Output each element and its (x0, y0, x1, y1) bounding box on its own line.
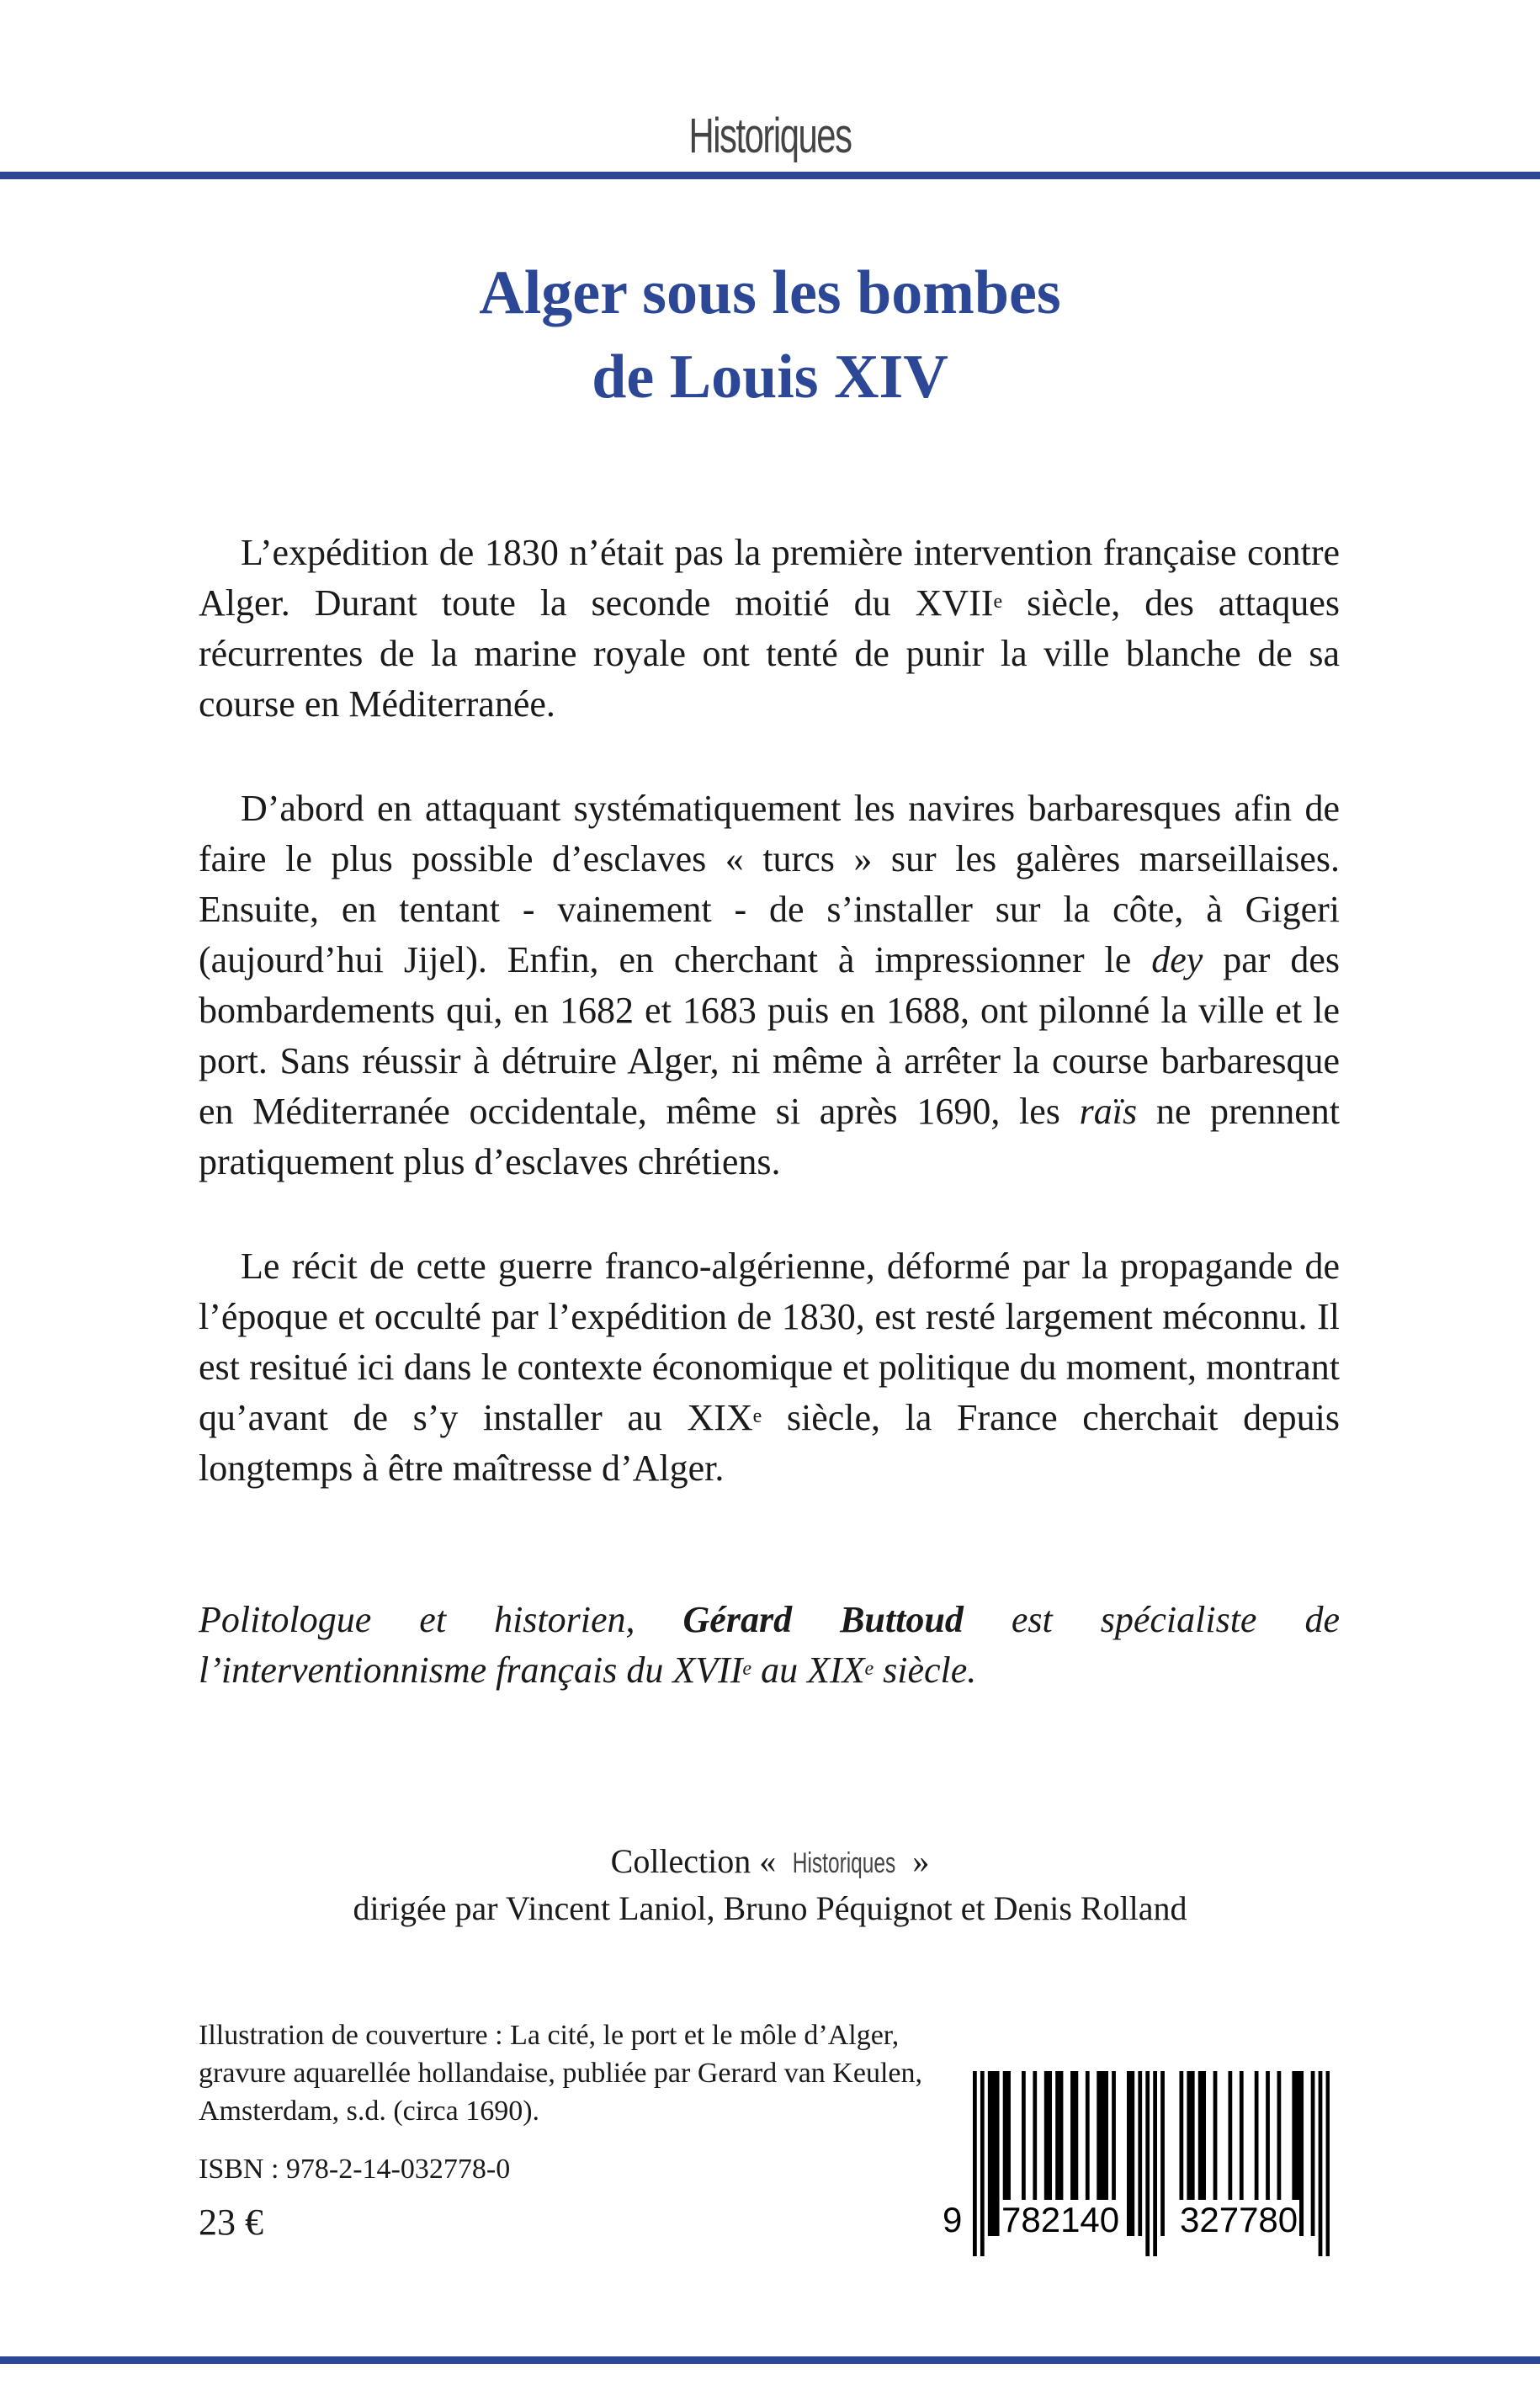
barcode-group-1: 782140 (1001, 2200, 1120, 2239)
title-line-1: Alger sous les bombes (479, 258, 1061, 327)
isbn: ISBN : 978-2-14-032778-0 (199, 2154, 511, 2185)
author-name: Gérard Buttoud (682, 1599, 964, 1640)
back-cover-summary (199, 528, 1340, 1494)
cover-illustration-credit: Illustration de couverture : La cité, le port et le môle d’Alger, gravure aquarellée hollandaise, publiée par Gerard van Keulen, Amsterdam, s.d. (circa 1690). (199, 2020, 922, 2127)
summary-paragraph-3: Le récit de cette guerre franco-algérienne, déformé par la propagande de l’époque et occulté par l’expédition de 1830, est resté largement méconnu. Il est resitué ici dans le contexte économique et politique du moment, montrant qu’avant de s’y installer au XIXe siècle, la France cherchait depuis longtemps à être maîtresse d’Alger. (199, 1246, 1340, 1489)
collection-info (0, 1839, 1540, 1931)
barcode-digits (941, 2200, 1336, 2242)
collection-directors: dirigée par Vincent Laniol, Bruno Péquignot et Denis Rolland (353, 1889, 1187, 1927)
summary-paragraph-1: L’expédition de 1830 n’était pas la première intervention française contre Alger. Durant toute la seconde moitié du XVIIe siècle, des attaques récurrentes de la marine royale ont tenté de punir la ville blanche de sa course en Méditerranée. (199, 532, 1340, 725)
bottom-rule (0, 2356, 1540, 2364)
barcode-group-2: 327780 (1180, 2200, 1298, 2239)
summary-paragraph-2: D’abord en attaquant systématiquement les navires barbaresques afin de faire le plus possible d’esclaves « turcs » sur les galères marseillaises. Ensuite, en tentant - vainement - de s’installer sur la côte, à Gigeri (aujourd’hui Jijel). Enfin, en cherchant à impressionner le dey par des bombardements qui, en 1682 et 1683 puis en 1688, ont pilonné la ville et le port. Sans réussir à détruire Alger, ni même à arrêter la course barbaresque en Méditerranée occidentale, même si après 1690, les raïs ne prennent pratiquement plus d’esclaves chrétiens. (199, 788, 1340, 1182)
collection-name: Collection « Historiques » (610, 1842, 930, 1880)
top-rule (0, 172, 1540, 179)
series-header: Historiques (688, 109, 852, 163)
price: 23 € (199, 2202, 263, 2243)
book-title (0, 251, 1540, 419)
barcode-digit-first: 9 (943, 2200, 963, 2239)
author-bio: Politologue et historien, Gérard Buttoud est spécialiste de l’interventionnisme français du XVIIe au XIXe siècle. (199, 1599, 1340, 1691)
title-line-2: de Louis XIV (592, 343, 948, 412)
